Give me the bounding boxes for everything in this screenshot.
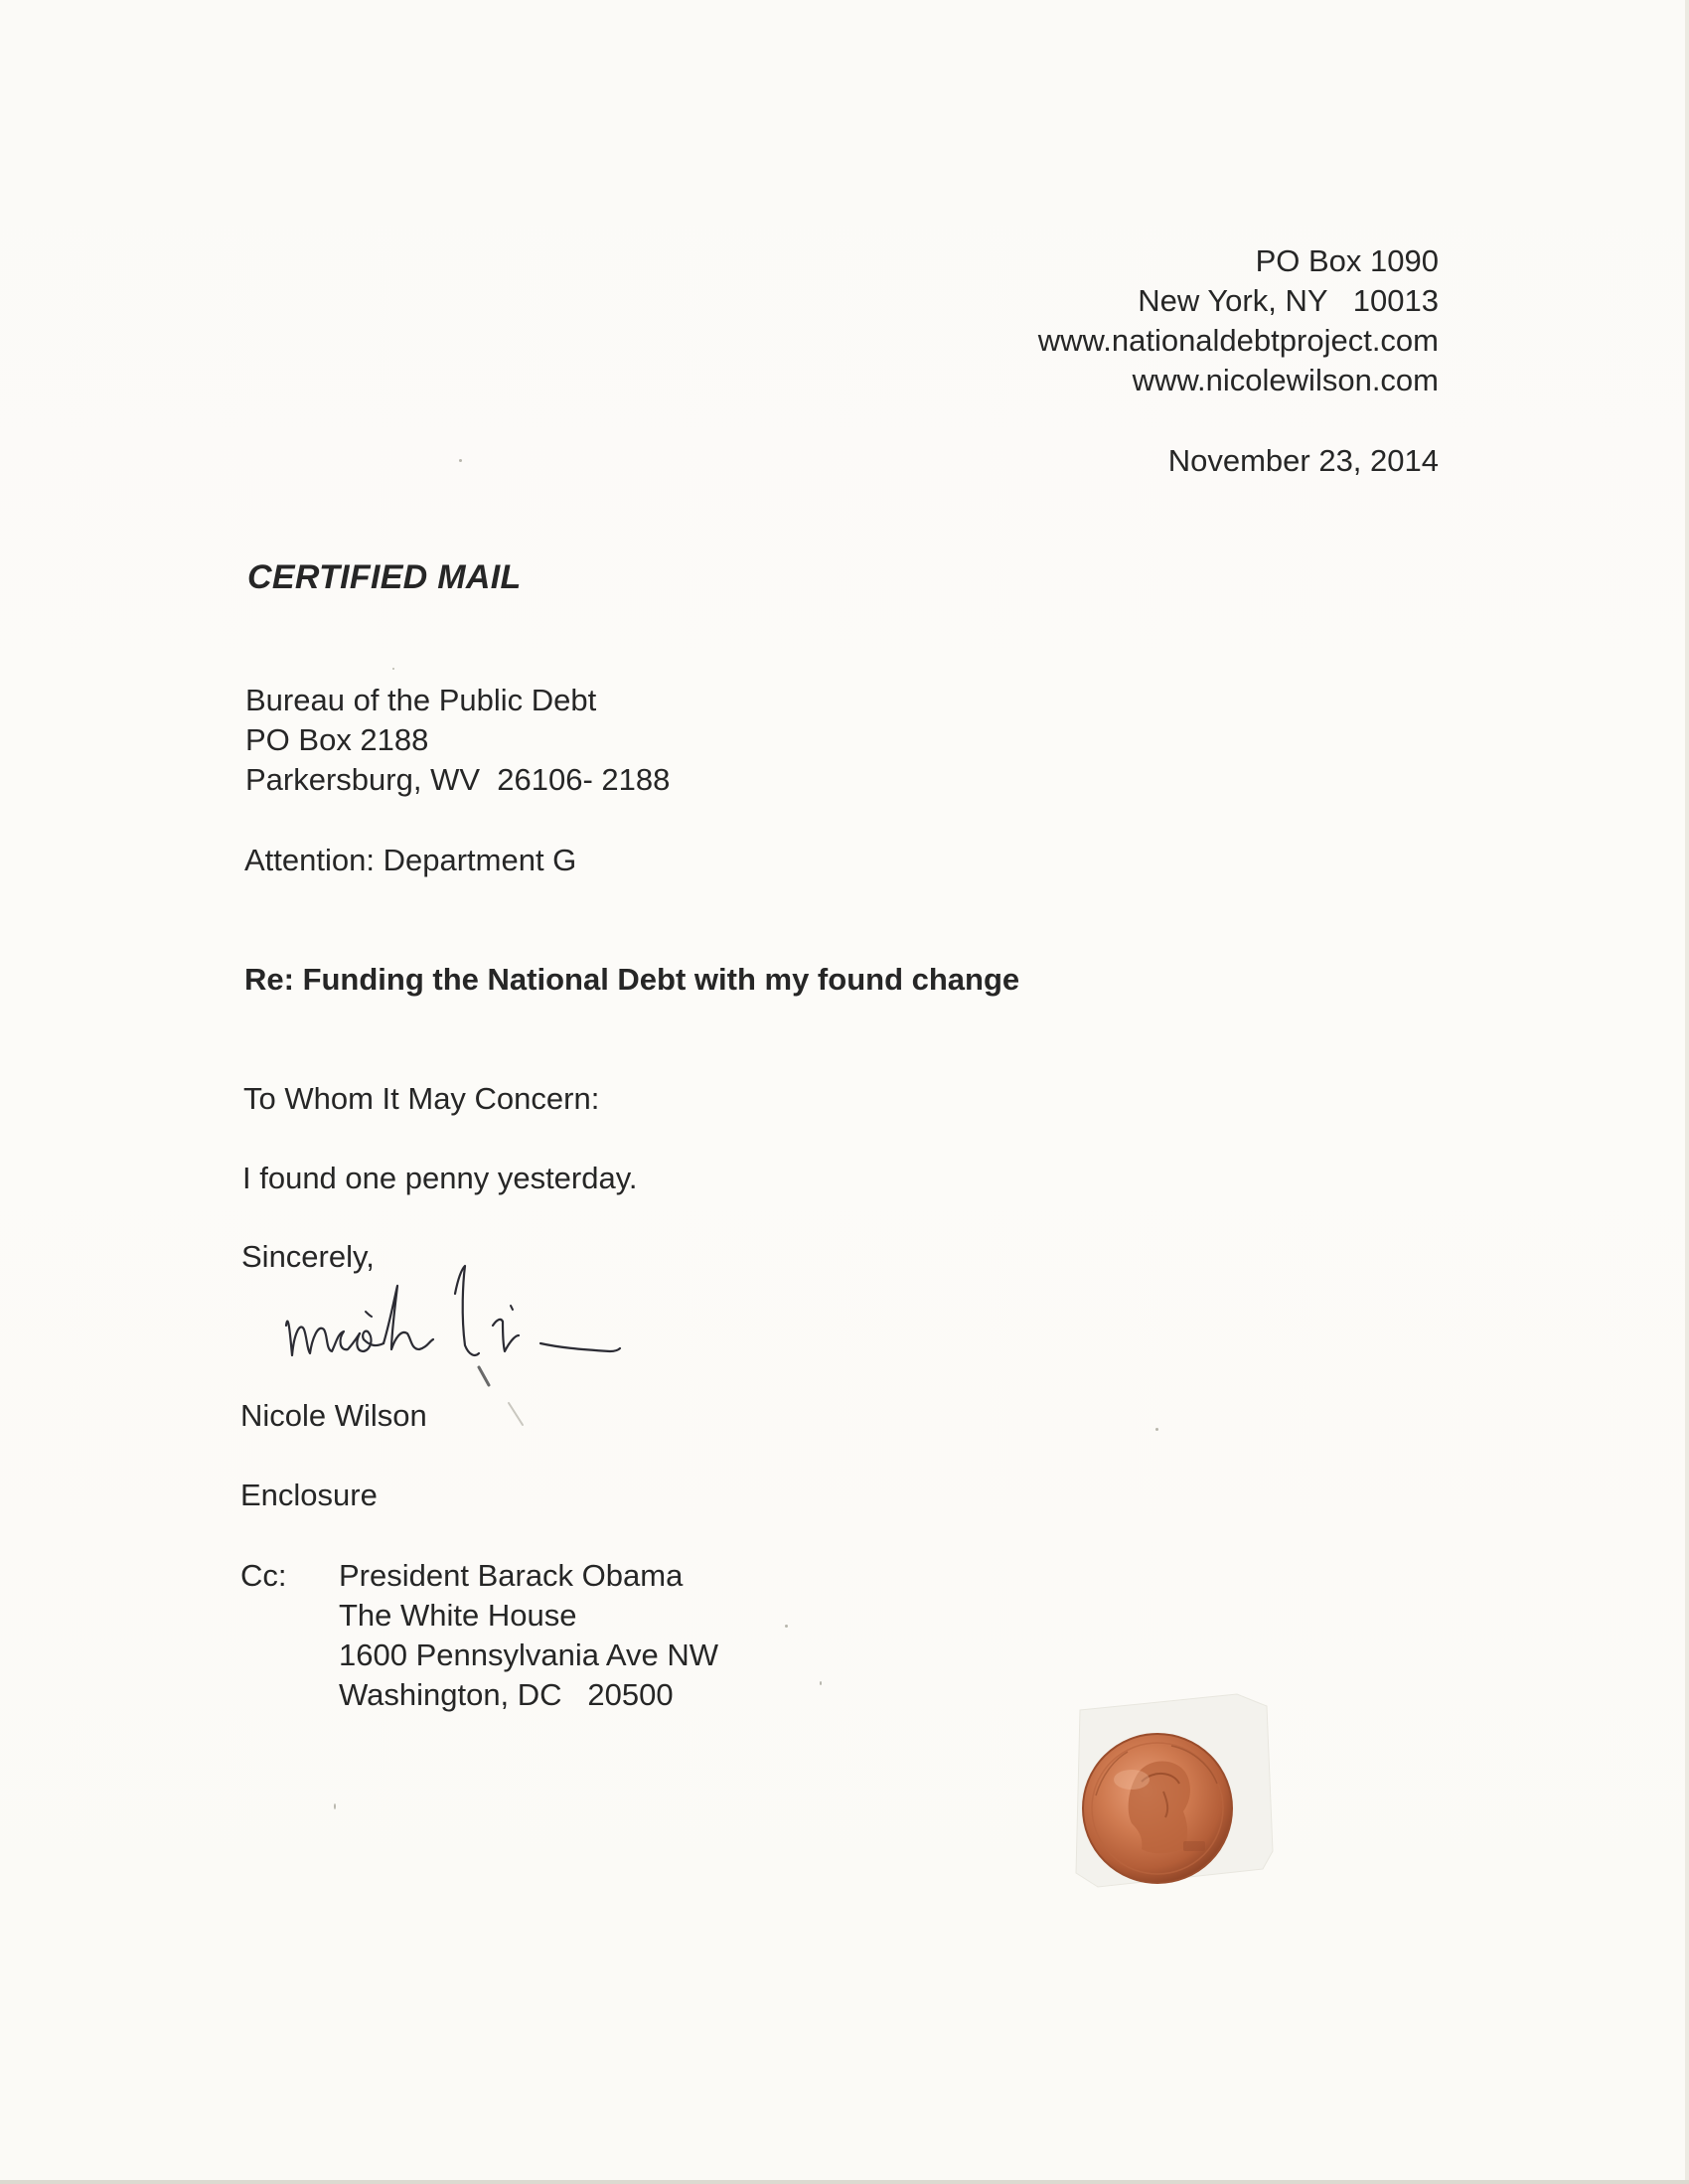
penny-coin-image xyxy=(1068,1692,1277,1891)
subject-line: Re: Funding the National Debt with my found change xyxy=(244,962,1020,997)
recipient-address-block xyxy=(245,681,670,800)
recipient-name: Bureau of the Public Debt xyxy=(245,683,597,717)
pen-scratch-mark xyxy=(475,1363,535,1433)
scan-speck xyxy=(785,1625,788,1628)
sender-website-2: www.nicolewilson.com xyxy=(1132,363,1439,397)
sender-address-block xyxy=(1038,241,1439,400)
cc-name: President Barack Obama xyxy=(339,1558,684,1593)
sender-website-1: www.nationaldebtproject.com xyxy=(1037,323,1439,358)
letter-date: November 23, 2014 xyxy=(1167,443,1439,478)
cc-label: Cc: xyxy=(240,1558,287,1593)
sender-address-line1: PO Box 1090 xyxy=(1255,243,1439,278)
delivery-method-heading: CERTIFIED MAIL xyxy=(247,558,522,596)
enclosed-penny xyxy=(1068,1692,1277,1891)
scan-speck xyxy=(392,668,394,670)
attention-line: Attention: Department G xyxy=(244,843,577,877)
scan-speck xyxy=(459,459,462,462)
scan-speck xyxy=(1155,1428,1158,1431)
letter-body: I found one penny yesterday. xyxy=(242,1161,638,1195)
closing: Sincerely, xyxy=(241,1239,375,1274)
cc-address-block xyxy=(339,1556,718,1715)
cc-address-line1: The White House xyxy=(339,1598,577,1633)
page-edge-right xyxy=(1685,0,1689,2184)
scan-speck xyxy=(334,1803,336,1809)
cc-address-line2: 1600 Pennsylvania Ave NW xyxy=(339,1638,718,1672)
recipient-address-line1: PO Box 2188 xyxy=(245,722,429,757)
salutation: To Whom It May Concern: xyxy=(243,1081,600,1116)
recipient-address-line2: Parkersburg, WV 26106- 2188 xyxy=(245,762,671,797)
handwritten-signature xyxy=(280,1264,623,1373)
enclosure-notation: Enclosure xyxy=(240,1478,378,1512)
page-edge-bottom xyxy=(0,2180,1689,2184)
sender-address-line2: New York, NY 10013 xyxy=(1138,283,1439,318)
signer-name: Nicole Wilson xyxy=(240,1398,427,1433)
cc-address-line3: Washington, DC 20500 xyxy=(339,1677,674,1712)
scan-speck xyxy=(820,1681,822,1685)
